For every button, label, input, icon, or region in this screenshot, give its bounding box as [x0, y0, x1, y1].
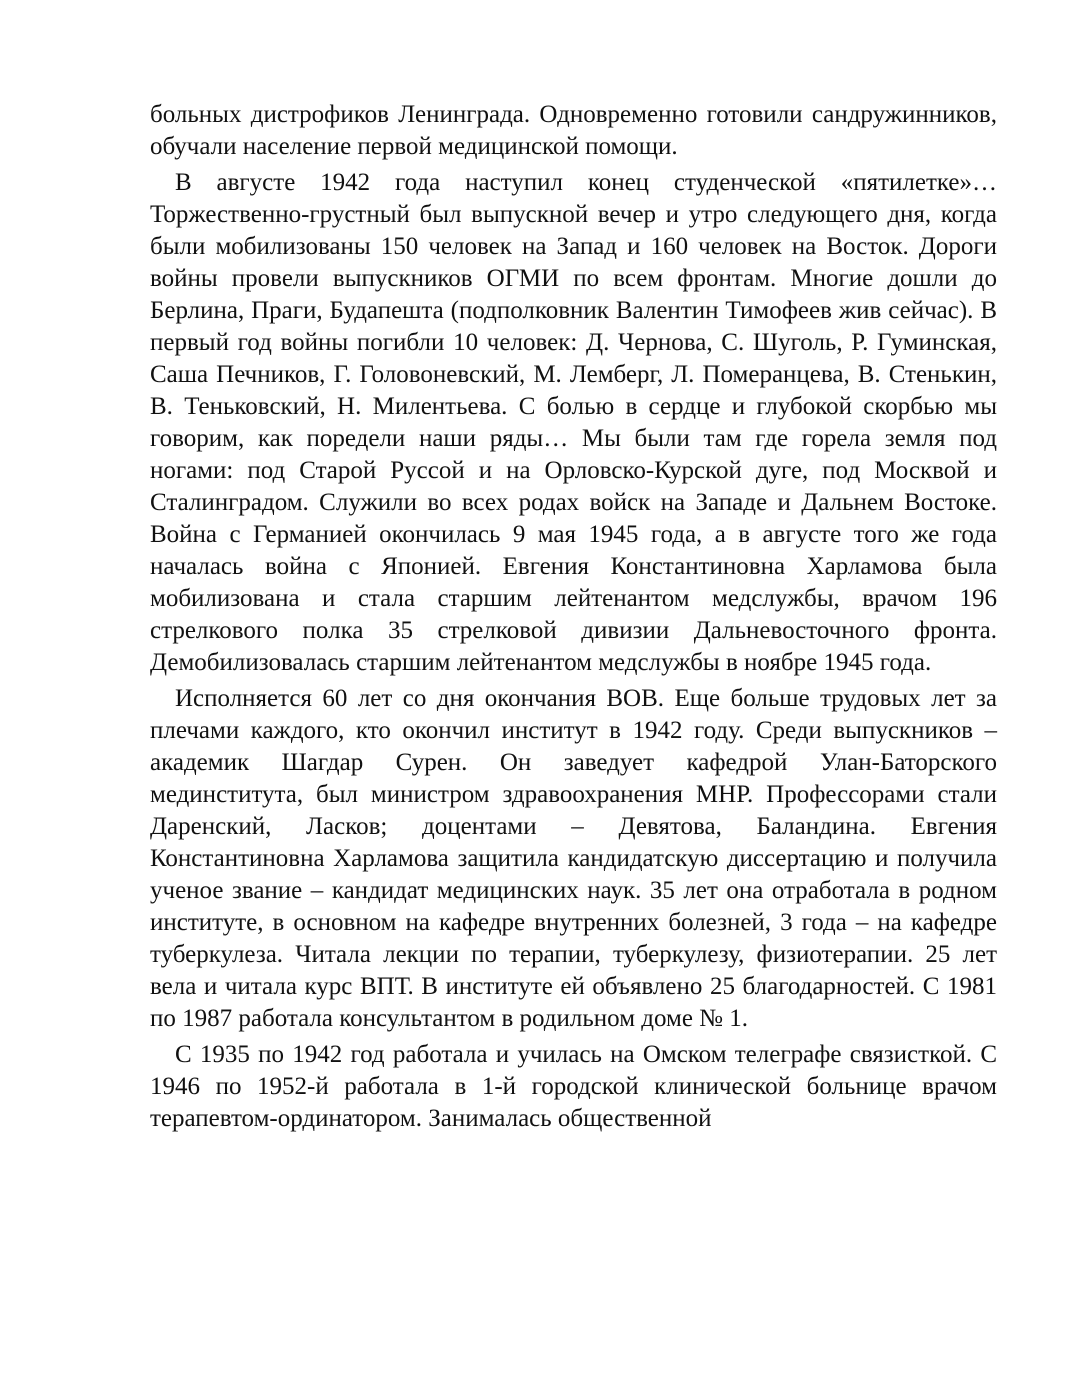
document-page	[150, 99, 997, 1139]
paragraph-war-graduates: В августе 1942 года наступил конец студенческой «пятилетке»… Торжественно-грустный был выпускной вечер и утро следующего дня, когда были мобилизованы 150 человек на Запад и 160 человек на Восток. Дороги войны провели выпускников ОГМИ по всем фронтам. Многие дошли до Берлина, Праги, Будапешта (подполковник Валентин Тимофеев жив сейчас). В первый год войны погибли 10 человек: Д. Чернова, С. Шуголь, Р. Гуминская, Саша Печников, Г. Головоневский, М. Лемберг, Л. Померанцева, В. Стенькин, В. Теньковский, Н. Милентьева. С болью в сердце и глубокой скорбью мы говорим, как поредели наши ряды… Мы были там где горела земля под ногами: под Старой Руссой и на Орловско-Курской дуге, под Москвой и Сталинградом. Служили во всех родах войск на Западе и Дальнем Востоке. Война с Германией окончилась 9 мая 1945 года, а в августе того же года началась война с Японией. Евгения Константиновна Харламова была мобилизована и стала старшим лейтенантом медслужбы, врачом 196 стрелкового полка 35 стрелковой дивизии Дальневосточного фронта. Демобилизовалась старшим лейтенантом медслужбы в ноябре 1945 года.	[150, 169, 997, 676]
paragraph-60-years: Исполняется 60 лет со дня окончания ВОВ. Еще больше трудовых лет за плечами каждого, кто окончил институт в 1942 году. Среди выпускников – академик Шагдар Сурен. Он заведует кафедрой Улан-Баторского мединститута, был министром здравоохранения МНР. Профессорами стали Даренский, Ласков; доцентами – Девятова, Баландина. Евгения Константиновна Харламова защитила кандидатскую диссертацию и получила ученое звание – кандидат медицинских наук. 35 лет она отработала в родном институте, в основном на кафедре внутренних болезней, 3 года – на кафедре туберкулеза. Читала лекции по терапии, туберкулезу, физиотерапии. 25 лет вела и читала курс ВПТ. В институте ей объявлено 25 благодарностей. С 1981 по 1987 работала консультантом в родильном доме № 1.	[150, 685, 997, 1032]
paragraph-telegraph: С 1935 по 1942 год работала и училась на Омском телеграфе связисткой. С 1946 по 1952-й работала в 1-й городской клинической больнице врачом терапевтом-ординатором. Занималась общественной	[150, 1041, 997, 1132]
paragraph-continuation: больных дистрофиков Ленинграда. Одновременно готовили сандружинников, обучали население первой медицинской помощи.	[150, 101, 997, 160]
